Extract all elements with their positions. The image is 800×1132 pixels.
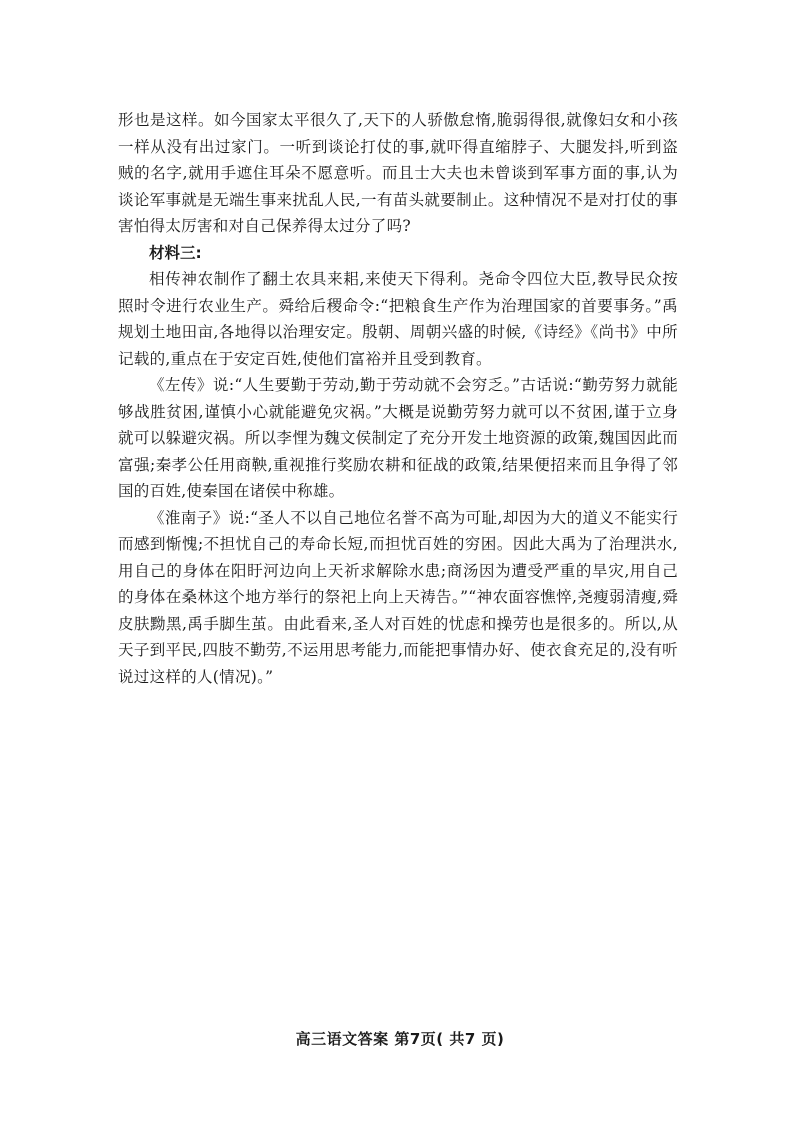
material-three-paragraph-1: 相传神农制作了翻土农具来耜,来使天下得利。尧命令四位大臣,教导民众按照时令进行农业生产。舜给后稷命令:“把粮食生产作为治理国家的首要事务。”禹规划土地田亩,各地得以治理安定。殷朝、周朝兴盛的时候,《诗经》《尚书》中所记载的,重点在于安定百姓,使他们富裕并且受到教育。 — [118, 270, 678, 368]
material-three-paragraph-3: 《淮南子》说:“圣人不以自己地位名誉不高为可耻,却因为大的道义不能实行而感到惭愧;不担忧自己的寿命长短,而担忧百姓的穷困。因此大禹为了治理洪水,用自己的身体在阳盱河边向上天祈求解除水患;商汤因为遭受严重的旱灾,用自己的身体在桑林这个地方举行的祭祀上向上天祷告。”“神农面容憔悴,尧瘦弱清瘦,舜皮肤黝黑,禹手脚生茧。由此看来,圣人对百姓的忧虑和操劳也是很多的。所以,从天子到平民,四肢不勤劳,不运用思考能力,而能把事情办好、使衣食充足的,没有听说过这样的人(情况)。” — [118, 508, 678, 686]
answer-body — [118, 107, 678, 690]
continued-paragraph: 形也是这样。如今国家太平很久了,天下的人骄傲怠惰,脆弱得很,就像妇女和小孩一样从没有出过家门。一听到谈论打仗的事,就吓得直缩脖子、大腿发抖,听到盗贼的名字,就用手遮住耳朵不愿意听。而且士大夫也未曾谈到军事方面的事,认为谈论军事就是无端生事来扰乱人民,一有苗头就要制止。这种情况不是对打仗的事害怕得太厉害和对自己保养得太过分了吗? — [118, 111, 678, 235]
section-heading-material-three: 材料三: — [149, 243, 202, 262]
page-footer: 高三语文答案 第7页( 共7 页) — [295, 1030, 505, 1048]
material-three-paragraph-2: 《左传》说:“人生要勤于劳动,勤于劳动就不会穷乏。”古话说:“勤劳努力就能够战胜贫困,谨慎小心就能避免灾祸。”大概是说勤劳努力就可以不贫困,谨于立身就可以躲避灾祸。所以李悝为魏文侯制定了充分开发土地资源的政策,魏国因此而富强;秦孝公任用商鞅,重视推行奖励农耕和征战的政策,结果便招来而且争得了邻国的百姓,使秦国在诸侯中称雄。 — [118, 376, 678, 500]
